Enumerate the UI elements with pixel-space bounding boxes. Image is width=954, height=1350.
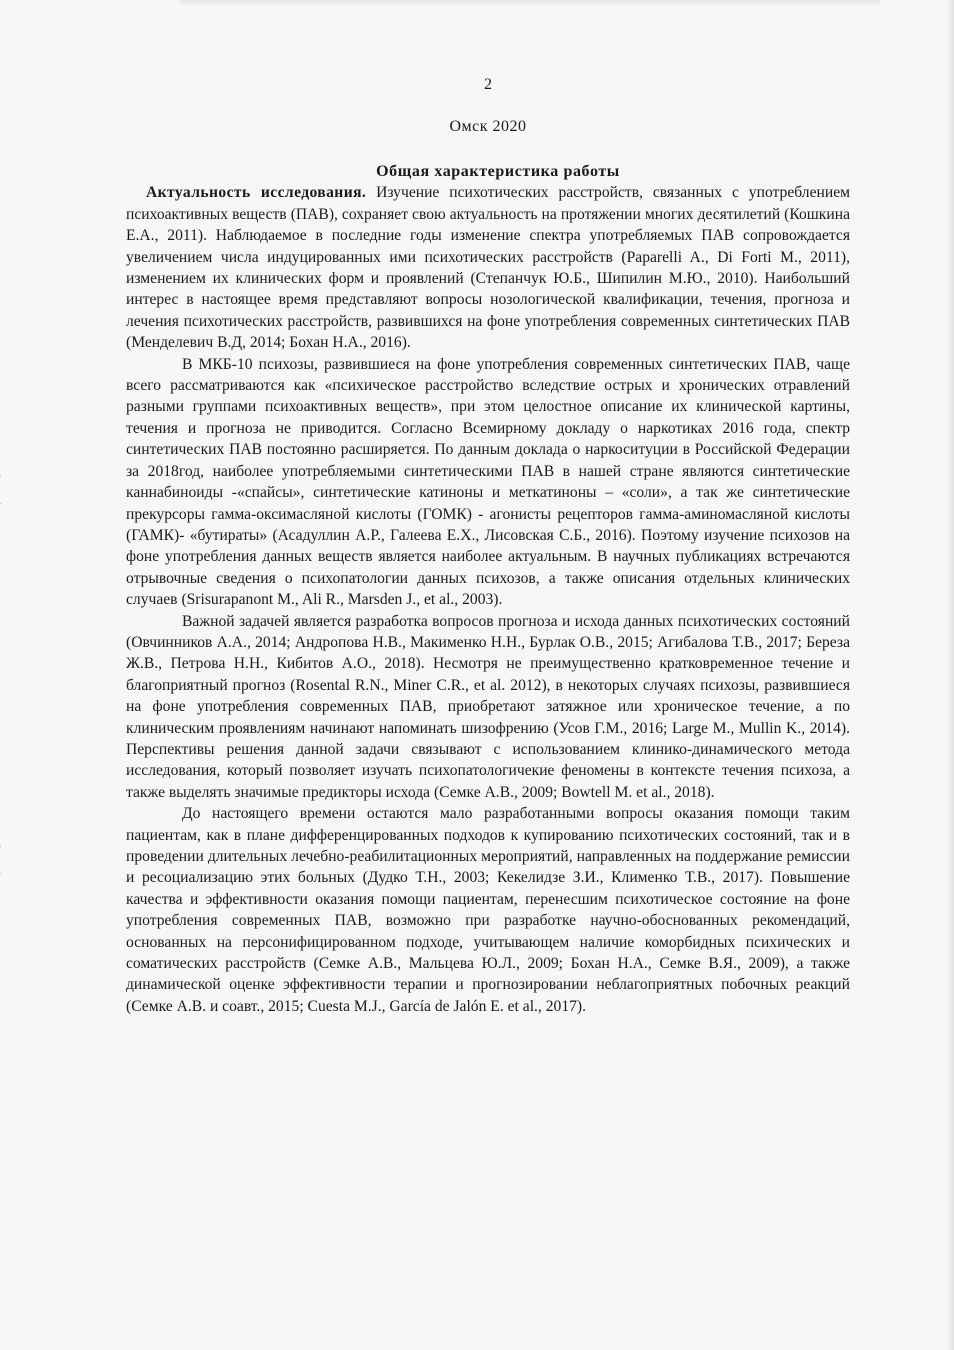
scan-top-shadow [180,0,880,6]
paragraph: Важной задачей является разработка вопросов прогноза и исхода данных психотических состояний (Овчинников А.А., 2014; Андропова Н.В., Макименко Н.Н., Бурлак О.В., 2015; Агибалова Т.В., 2017; Береза Ж.В., Петрова Н.Н., Кибитов А.О., 2018). Несмотря не преимущественно кратковременное течение и благоприятный прогноз (Rosental R.N., Miner C.R., et al. 2012), в некоторых случаях психозы, развившиеся на фоне употребления современных ПАВ, приобретают затяжное или хроническое течение, а по клиническим проявлениям начинают напоминать шизофрению (Усов Г.М., 2016; Large M., Mullin K., 2014). Перспективы решения данной задачи связывают с использованием клинико-динамического метода исследования, который позволяет изучать психопатологичекие феномены в контексте течения психоза, а также выделять значимые предикторы исхода (Семке А.В., 2009; Bowtell M. et al., 2018). [126,612,850,801]
binding-hole-mark [0,840,36,880]
scan-edge-shadow [946,0,954,1350]
binding-hole-mark [0,470,36,510]
document-body [126,161,850,1017]
city-year: Омск 2020 [449,118,527,135]
section-title: Общая характеристика работы [376,163,620,180]
relevance-lead: Актуальность исследования. [146,184,367,202]
paragraph-text: Изучение психотических расстройств, связанных с употреблением психоактивных веществ (ПАВ), сохраняет свою актуальность на протяжении многих десятилетий (Кошкина Е.А., 2011). Наблюдаемое в последние годы изменение спектра употребляемых ПАВ сопровождается увеличением числа индуцированных ими психотических расстройств (Paparelli A., Di Forti M., 2011), изменением их клинических форм и проявлений (Степанчук Ю.Б., Шипилин М.Ю., 2010). Наибольший интерес в настоящее время представляют вопросы нозологической квалификации, течения, прогноза и лечения психотических расстройств, развившихся на фоне употребления современных синтетических ПАВ (Менделевич В.Д, 2014; Бохан Н.А., 2016). [126,184,850,352]
paragraph: До настоящего времени остаются мало разработанными вопросы оказания помощи таким пациентам, как в плане дифференцированных подходов к купированию психотических состояний, так и в проведении длительных лечебно-реабилитационных мероприятий, направленных на поддержание ремиссии и ресоциализацию этих больных (Дудко Т.Н., 2003; Кекелидзе З.И., Клименко Т.В., 2017). Повышение качества и эффективности оказания помощи пациентам, перенесшим психотическое состояние на фоне употребления современных ПАВ, возможно при разработке научно-обоснованных рекомендаций, основанных на персонифицированном подходе, учитывающем наличие коморбидных психических и соматических расстройств (Семке А.В., Мальцева Ю.Л., 2009; Бохан Н.А., Семке В.Я., 2009), а также динамической оценке эффективности терапии и прогнозировании неблагоприятных побочных реакций (Семке А.В. и соавт., 2015; Cuesta M.J., García de Jalón E. et al., 2017). [126,805,850,1015]
paragraph-relevance [126,182,850,353]
paragraph: В МКБ-10 психозы, развившиеся на фоне употребления современных синтетических ПАВ, чаще всего рассматриваются как «психическое расстройство вследствие острых и хронических отравлений разными группами психоактивных веществ», при этом целостное описание их клинической картины, течения и прогноза не приводится. Согласно Всемирному докладу о наркотиках 2016 года, спектр синтетических ПАВ постоянно расширяется. По данным доклада о наркоситуции в Российской Федерации за 2018год, наиболее употребляемыми синтетическими ПАВ в нашей стране являются синтетические каннабиноиды -«спайсы», синтетические катиноны и меткатиноны – «соли», а так же синтетические прекурсоры гамма-оксимасляной кислоты (ГОМК) - агонисты рецепторов гамма-аминомасляной кислоты (ГАМК)- «бутираты» (Асадуллин А.Р., Галеева Е.Х., Лисовская С.Б., 2016). Поэтому изучение психозов на фоне употребления данных веществ является наиболее актуальным. В научных публикациях встречаются отрывочные сведения о психопатологии данных психозов, а также описания отдельных клинических случаев (Srisurapanont M., Ali R., Marsden J., et al., 2003). [126,355,850,609]
page-number: 2 [484,76,492,93]
